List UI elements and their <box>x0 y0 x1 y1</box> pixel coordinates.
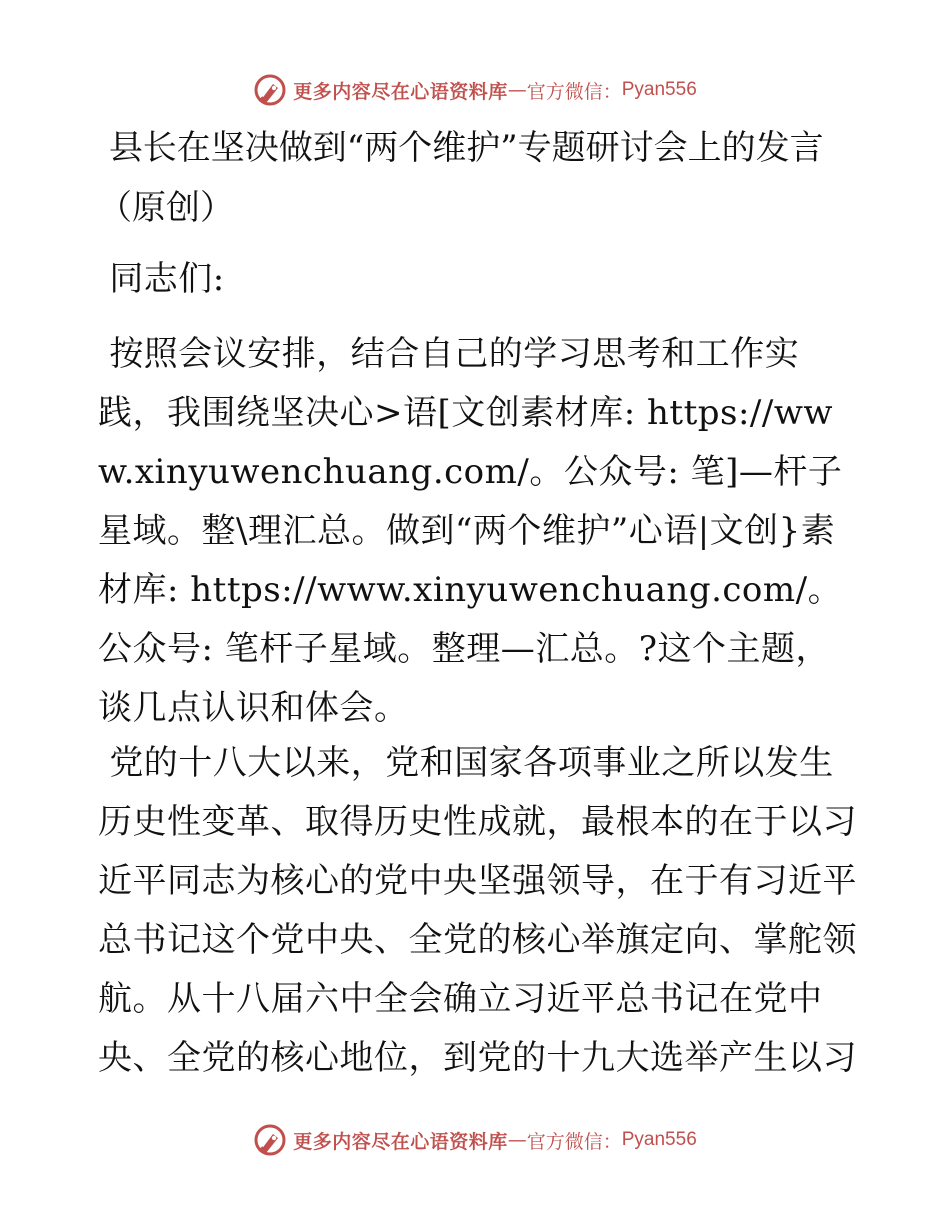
paragraph-2: 党的十八大以来，党和国家各项事业之所以发生历史性变革、取得历史性成就，最根本的在于以习近平同志为核心的党中央坚强领导，在于有习近平总书记这个党中央、全党的核心举旗定向、掌舵领航。从十八届六中全会确立习近平总书记在党中央、全党的核心地位，到党的十九大选举产生以习 <box>98 743 857 1078</box>
pen-nib-logo-icon <box>253 1123 287 1157</box>
banner-separator: — <box>507 1129 527 1151</box>
paragraph-1: 按照会议安排，结合自己的学习思考和工作实践，我围绕坚决心>语[文创素材库: https://www.xinyuwenchuang.com/。公众号: 笔]—杆子星域。整\理汇总。做到“两个维护”心语|文创}素材库: https://www.xinyuwenchuang.com/。公众号: 笔杆子星域。整理—汇总。?这个主题，谈几点认识和体会。 <box>98 334 843 728</box>
banner-wechat-label: 官方微信： <box>526 80 622 103</box>
banner-wechat-label: 官方微信： <box>526 1130 622 1153</box>
greeting: 同志们: <box>98 259 225 299</box>
header-banner[interactable] <box>0 72 950 108</box>
document-title: 县长在坚决做到“两个维护”专题研讨会上的发言（原创） <box>98 128 824 228</box>
banner-wechat-id: Pyan556 <box>621 79 697 100</box>
pen-nib-logo-icon <box>253 73 287 107</box>
banner-main-text: 更多内容尽在心语资料库 <box>293 80 508 103</box>
banner-wechat-id: Pyan556 <box>621 1129 697 1150</box>
banner-separator: — <box>507 79 527 101</box>
banner-main-text: 更多内容尽在心语资料库 <box>293 1130 508 1153</box>
footer-banner[interactable] <box>0 1122 950 1158</box>
